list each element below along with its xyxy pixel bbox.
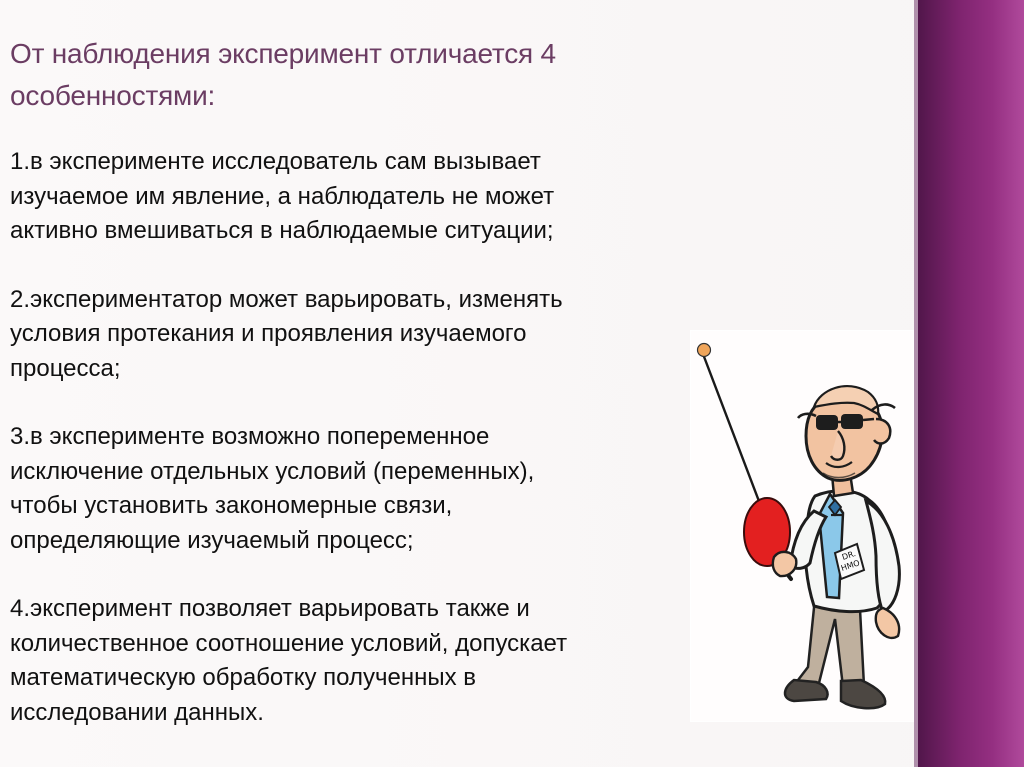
point-2: 2.экспериментатор может варьировать, изменять условия протекания и проявления изучаемого процесса; (10, 285, 563, 382)
point-1: 1.в эксперименте исследователь сам вызывает изучаемое им явление, а наблюдатель не может активно вмешиваться в наблюдаемые ситуации; (10, 148, 555, 244)
pointer-tip (698, 344, 711, 357)
left-shoe (785, 680, 828, 701)
left-hand (773, 552, 796, 576)
slide-title: От наблюдения эксперимент отличается 4 особенностями: (10, 38, 556, 111)
point-4: 4.эксперимент позволяет варьировать также и количественное соотношение условий, допускает математическую обработку полученных в исследовании данных. (10, 595, 568, 726)
purple-side-band (914, 0, 1024, 767)
badge-text-1: DR. (840, 549, 857, 562)
left-glasses-lens (816, 415, 838, 430)
right-shoe (841, 680, 885, 708)
doctor-illustration-panel (690, 330, 914, 722)
doctor-with-pointer-icon (690, 330, 914, 722)
slide-body (10, 145, 680, 730)
right-hand (876, 608, 899, 638)
point-3: 3.в эксперименте возможно попеременное исключение отдельных условий (переменных), чтобы установить закономерные связи, определяющие изучаемый процесс; (10, 423, 535, 554)
doctor-ear (874, 419, 890, 444)
right-glasses-lens (841, 414, 863, 429)
badge-text-2: HMO (839, 558, 861, 573)
